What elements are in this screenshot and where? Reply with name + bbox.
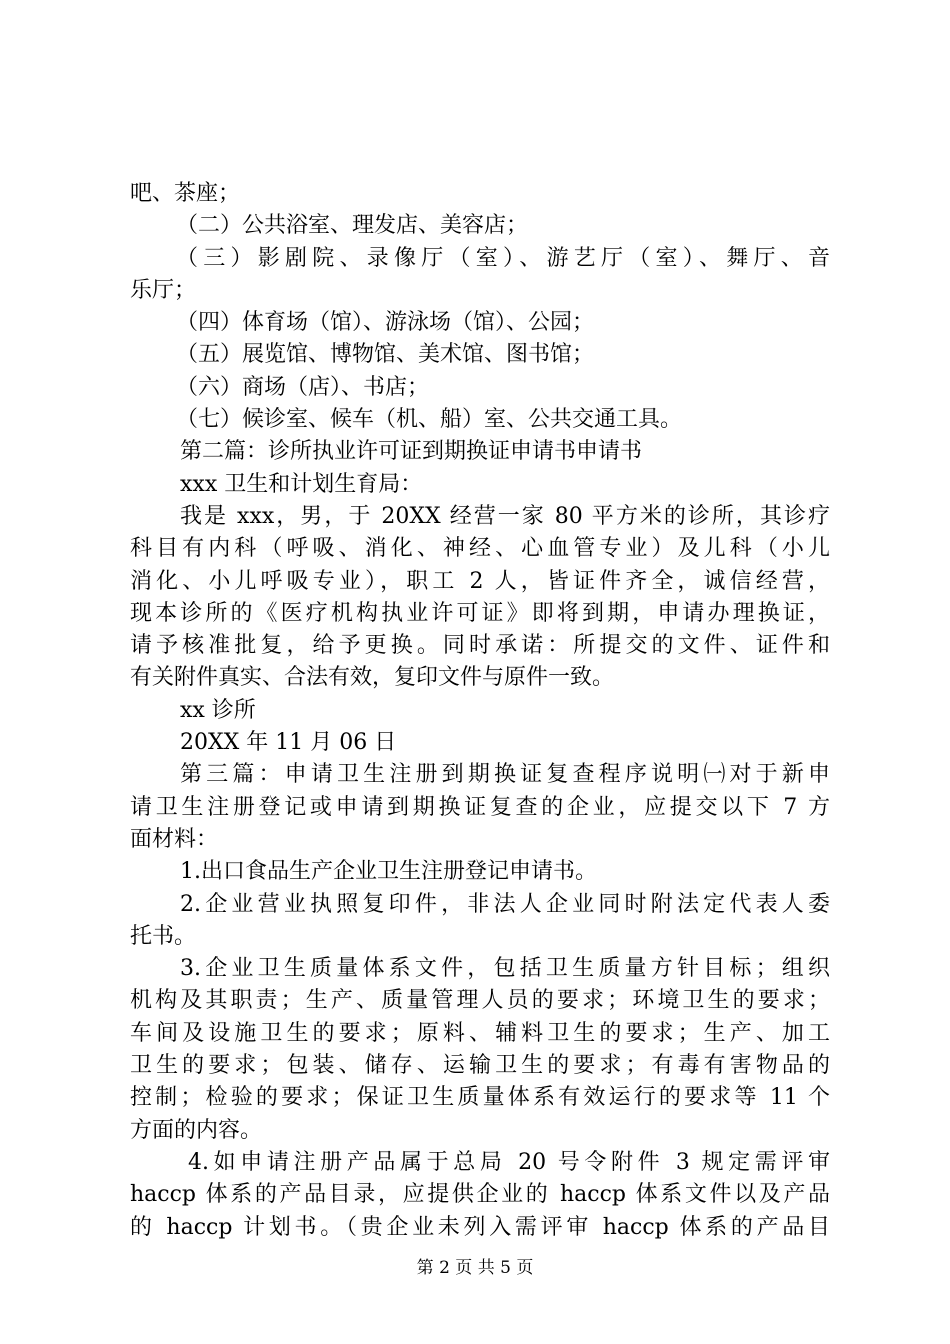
- list-item: （三）影剧院、录像厅（室）、游艺厅（室）、舞厅、音: [176, 245, 830, 271]
- paragraph-line: 的 haccp 计划书。（贵企业未列入需评审 haccp 体系的产品目: [130, 1214, 830, 1240]
- paragraph-line: 我是 xxx，男，于 20XX 经营一家 80 平方米的诊所，其诊疗: [180, 503, 830, 529]
- page-number-footer: 第 2 页 共 5 页: [416, 1258, 534, 1278]
- list-item: 4.如申请注册产品属于总局 20 号令附件 3 规定需评审: [188, 1149, 830, 1175]
- letter-salutation: xxx 卫生和计划生育局：: [180, 471, 423, 497]
- paragraph-line: 托书。: [130, 923, 197, 949]
- paragraph-line: 方面的内容。: [130, 1117, 263, 1143]
- list-item: （六）商场（店）、书店；: [176, 374, 430, 400]
- text-line: 吧、茶座；: [130, 181, 241, 206]
- letter-date: 20XX 年 11 月 06 日: [180, 730, 397, 756]
- list-item: （七）候诊室、候车（机、船）室、公共交通工具。: [176, 407, 683, 433]
- paragraph-line: 面材料：: [130, 826, 219, 852]
- list-item: 1.出口食品生产企业卫生注册登记申请书。: [180, 859, 597, 885]
- list-item: （四）体育场（馆）、游泳场（馆）、公园；: [176, 310, 595, 336]
- paragraph-line: 卫生的要求；包装、储存、运输卫生的要求；有毒有害物品的: [130, 1053, 830, 1079]
- paragraph-line: 科目有内科（呼吸、消化、神经、心血管专业）及儿科（小儿: [130, 536, 830, 562]
- list-item: （二）公共浴室、理发店、美容店；: [176, 213, 529, 239]
- section-heading: 第二篇：诊所执业许可证到期换证申请书申请书: [180, 439, 643, 465]
- letter-signature: xx 诊所: [180, 697, 256, 723]
- section-heading: 第三篇：申请卫生注册到期换证复查程序说明㈠对于新申: [180, 762, 830, 788]
- paragraph-line: 请卫生注册登记或申请到期换证复查的企业，应提交以下 7 方: [130, 794, 830, 820]
- paragraph-line: 车间及设施卫生的要求；原料、辅料卫生的要求；生产、加工: [130, 1020, 830, 1046]
- list-item: 3.企业卫生质量体系文件，包括卫生质量方针目标；组织: [180, 956, 830, 982]
- paragraph-line: 现本诊所的《医疗机构执业许可证》即将到期，申请办理换证，: [130, 600, 830, 626]
- text-line: 乐厅；: [130, 277, 197, 303]
- list-item: （五）展览馆、博物馆、美术馆、图书馆；: [176, 342, 595, 368]
- paragraph-line: 消化、小儿呼吸专业），职工 2 人，皆证件齐全，诚信经营，: [130, 568, 830, 594]
- list-item: 2.企业营业执照复印件，非法人企业同时附法定代表人委: [180, 891, 830, 917]
- document-body: [130, 178, 830, 1244]
- paragraph-line: 机构及其职责；生产、质量管理人员的要求；环境卫生的要求；: [130, 988, 830, 1014]
- paragraph-line: 有关附件真实、合法有效，复印文件与原件一致。: [130, 665, 615, 691]
- paragraph-line: 控制；检验的要求；保证卫生质量体系有效运行的要求等 11 个: [130, 1085, 830, 1111]
- paragraph-line: haccp 体系的产品目录，应提供企业的 haccp 体系文件以及产品: [130, 1182, 830, 1208]
- paragraph-line: 请予核准批复，给予更换。同时承诺：所提交的文件、证件和: [130, 633, 830, 659]
